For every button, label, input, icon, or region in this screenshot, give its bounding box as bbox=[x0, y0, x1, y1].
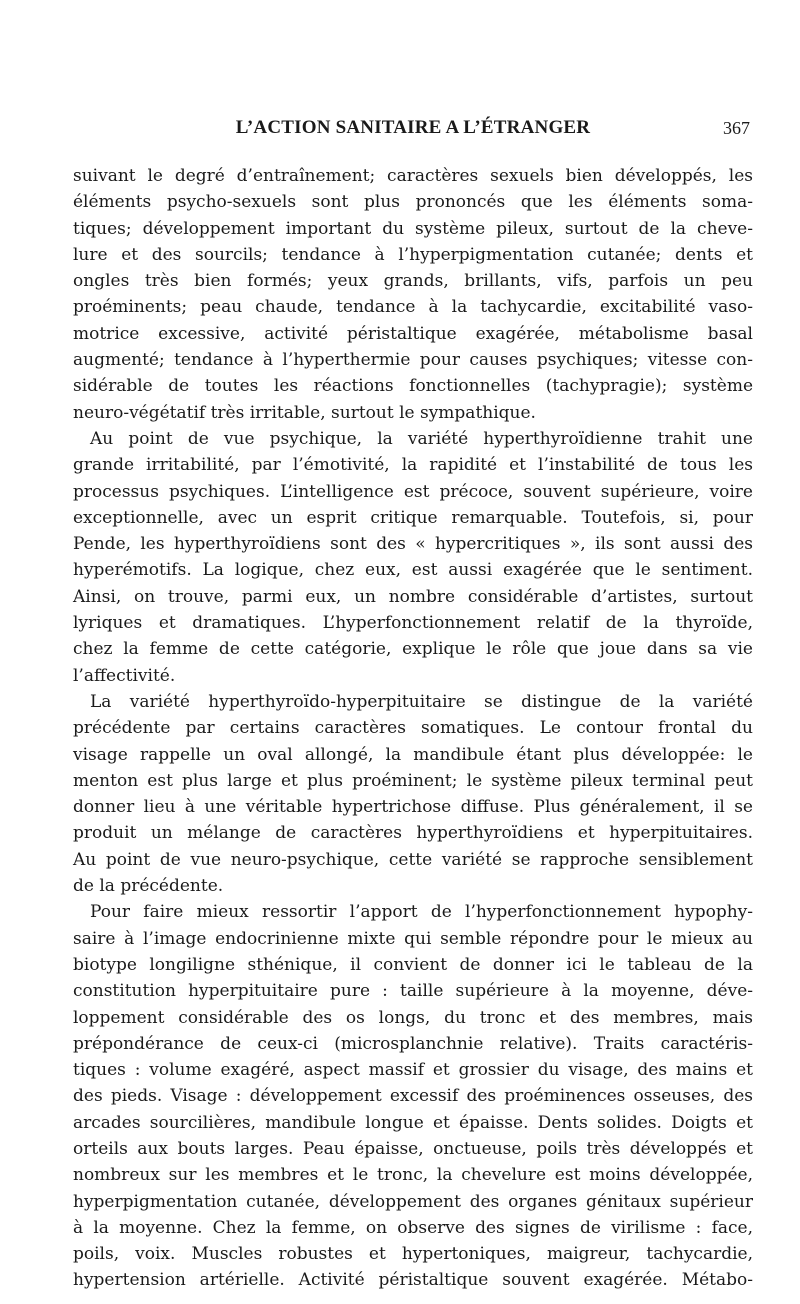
text-line: augmenté; tendance à l’hyperthermie pour causes psychiques; vitesse con- bbox=[73, 350, 753, 371]
text-line: visage rappelle un oval allongé, la mandibule étant plus développée: le bbox=[73, 744, 753, 765]
running-head bbox=[73, 117, 753, 145]
text-line: saire à l’image endocrinienne mixte qui semble répondre pour le mieux au bbox=[73, 928, 753, 949]
text-line: lure et des sourcils; tendance à l’hyperpigmentation cutanée; dents et bbox=[73, 244, 753, 265]
text-line: chez la femme de cette catégorie, explique le rôle que joue dans sa vie bbox=[73, 639, 753, 660]
text-line: donner lieu à une véritable hypertrichose diffuse. Plus généralement, il se bbox=[73, 797, 753, 818]
text-line: lyriques et dramatiques. L’hyperfonctionnement relatif de la thyroïde, bbox=[73, 613, 753, 634]
body-text bbox=[73, 163, 753, 1294]
text-line: à la moyenne. Chez la femme, on observe des signes de virilisme : face, bbox=[73, 1217, 753, 1238]
text-line: constitution hyperpituitaire pure : taille supérieure à la moyenne, déve- bbox=[73, 981, 753, 1002]
text-line: sidérable de toutes les réactions fonctionnelles (tachypragie); système bbox=[73, 376, 753, 397]
text-line: Pende, les hyperthyroïdiens sont des « hypercritiques », ils sont aussi des bbox=[73, 534, 753, 555]
text-line: hyperpigmentation cutanée, développement des organes génitaux supérieur bbox=[73, 1191, 753, 1212]
text-line: menton est plus large et plus proéminent; le système pileux terminal peut bbox=[73, 770, 753, 791]
text-line: hyperémotifs. La logique, chez eux, est aussi exagérée que le sentiment. bbox=[73, 560, 753, 581]
text-line: tiques; développement important du système pileux, surtout de la cheve- bbox=[73, 218, 753, 239]
text-line: de la précédente. bbox=[73, 876, 224, 897]
text-line: proéminents; peau chaude, tendance à la tachycardie, excitabilité vaso- bbox=[73, 297, 753, 318]
text-line: Au point de vue psychique, la variété hyperthyroïdienne trahit une bbox=[90, 428, 753, 449]
text-line: des pieds. Visage : développement excessif des proéminences osseuses, des bbox=[73, 1086, 753, 1107]
text-line: précédente par certains caractères somatiques. Le contour frontal du bbox=[73, 718, 753, 739]
text-line: ongles très bien formés; yeux grands, brillants, vifs, parfois un peu bbox=[73, 271, 753, 292]
text-line: produit un mélange de caractères hyperthyroïdiens et hyperpituitaires. bbox=[73, 823, 753, 844]
text-line: tiques : volume exagéré, aspect massif et grossier du visage, des mains et bbox=[73, 1060, 753, 1081]
text-line: Pour faire mieux ressortir l’apport de l’hyperfonctionnement hypophy- bbox=[90, 902, 753, 923]
text-line: biotype longiligne sthénique, il convient de donner ici le tableau de la bbox=[73, 954, 753, 975]
text-line: Ainsi, on trouve, parmi eux, un nombre considérable d’artistes, surtout bbox=[73, 586, 753, 607]
text-line: Au point de vue neuro-psychique, cette variété se rapproche sensiblement bbox=[73, 849, 753, 870]
text-line: nombreux sur les membres et le tronc, la chevelure est moins développée, bbox=[73, 1165, 753, 1186]
text-line: exceptionnelle, avec un esprit critique remarquable. Toutefois, si, pour bbox=[73, 507, 753, 528]
text-line: motrice excessive, activité péristaltique exagérée, métabolisme basal bbox=[73, 323, 753, 344]
running-title: L’ACTION SANITAIRE A L’ÉTRANGER bbox=[235, 117, 591, 138]
text-line: La variété hyperthyroïdo-hyperpituitaire se distingue de la variété bbox=[90, 691, 753, 712]
text-line: grande irritabilité, par l’émotivité, la rapidité et l’instabilité de tous les bbox=[73, 455, 753, 476]
text-line: éléments psycho-sexuels sont plus prononcés que les éléments soma- bbox=[73, 192, 753, 213]
text-line: neuro-végétatif très irritable, surtout le sympathique. bbox=[73, 402, 536, 423]
text-line: prépondérance de ceux-ci (microsplanchnie relative). Traits caractéris- bbox=[73, 1033, 753, 1054]
text-line: poils, voix. Muscles robustes et hypertoniques, maigreur, tachycardie, bbox=[73, 1244, 753, 1265]
text-line: suivant le degré d’entraînement; caractères sexuels bien développés, les bbox=[73, 166, 753, 186]
text-line: loppement considérable des os longs, du tronc et des membres, mais bbox=[73, 1007, 753, 1028]
text-line: orteils aux bouts larges. Peau épaisse, onctueuse, poils très développés et bbox=[73, 1138, 753, 1159]
text-line: l’affectivité. bbox=[73, 665, 176, 686]
text-line: hypertension artérielle. Activité péristaltique souvent exagérée. Métabo- bbox=[73, 1270, 753, 1291]
text-line: arcades sourcilières, mandibule longue et épaisse. Dents solides. Doigts et bbox=[73, 1112, 753, 1133]
page-number: 367 bbox=[723, 118, 750, 138]
text-line: processus psychiques. L’intelligence est précoce, souvent supérieure, voire bbox=[73, 481, 753, 502]
